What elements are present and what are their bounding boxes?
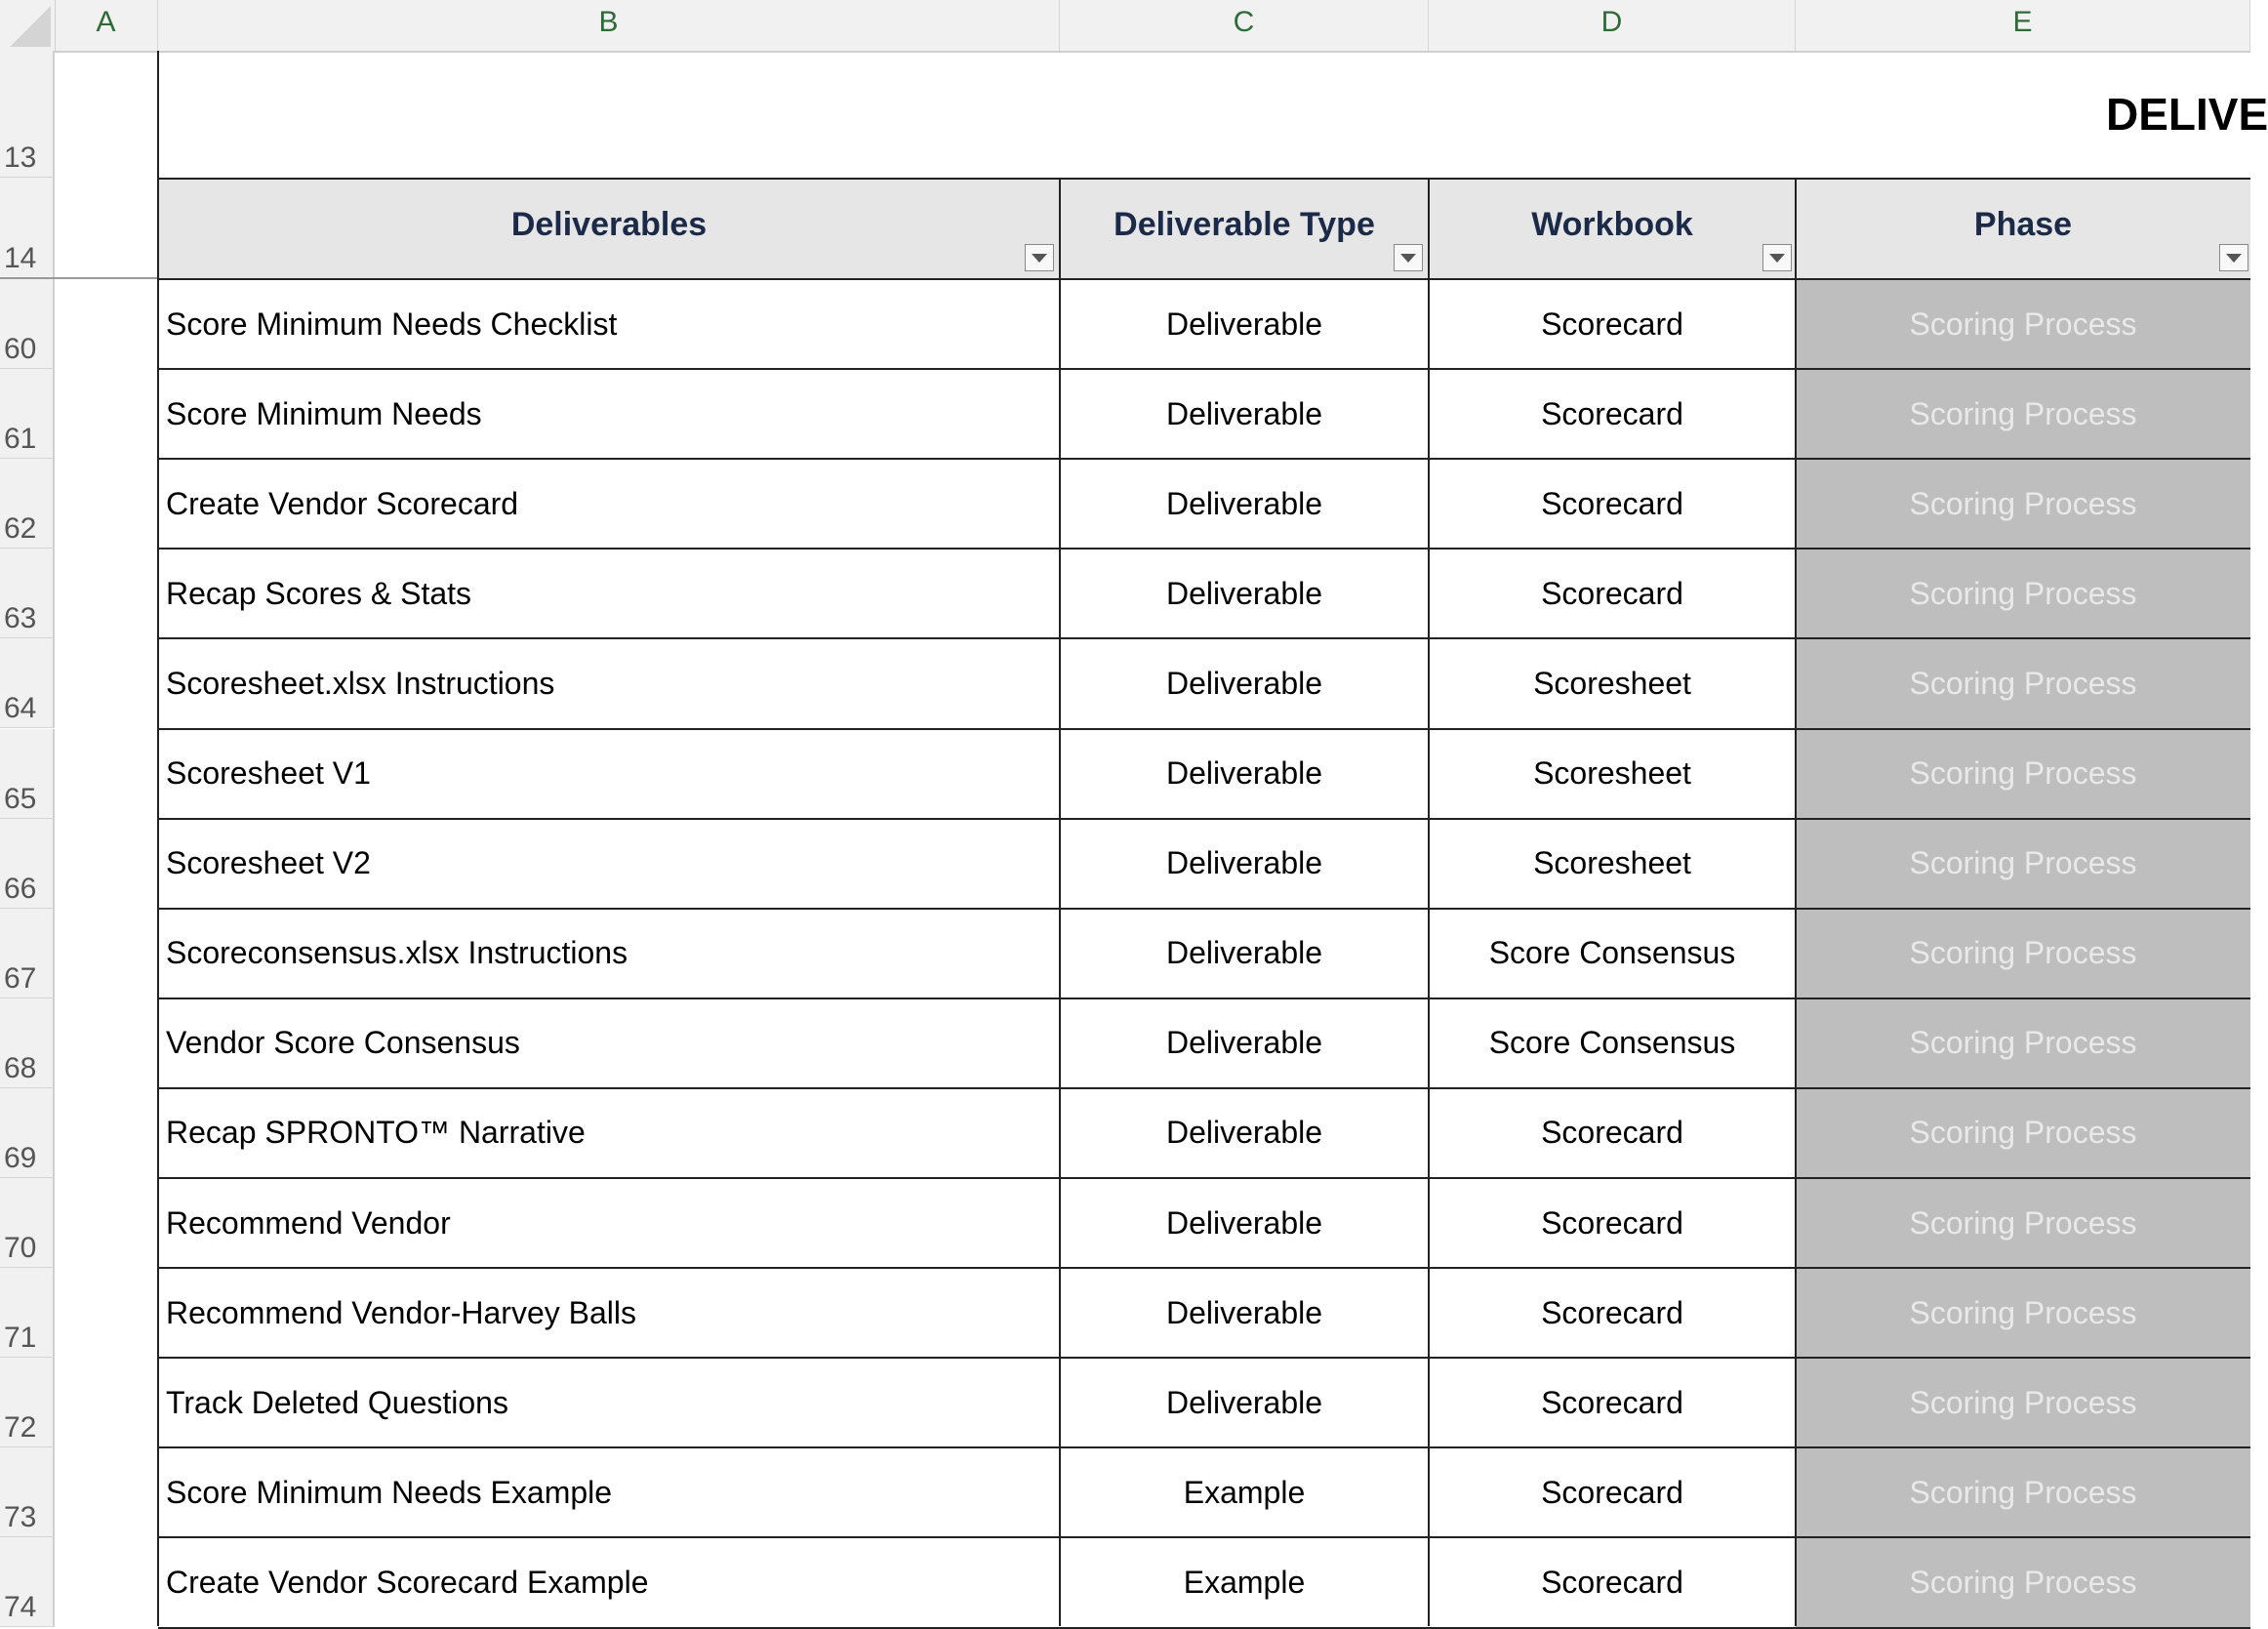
cell-workbook[interactable] — [1429, 909, 1796, 998]
cell-deliverable-text: Scoresheet V1 — [166, 755, 371, 792]
row-number: 62 — [4, 512, 37, 546]
row-header-69[interactable] — [0, 1088, 55, 1178]
cell-deliverable-type[interactable] — [1060, 459, 1429, 549]
cell-phase[interactable] — [1796, 1447, 2250, 1537]
cell-deliverable-text: Vendor Score Consensus — [166, 1025, 520, 1061]
grid-hline — [158, 1357, 2250, 1359]
row-header-63[interactable] — [0, 549, 55, 638]
grid-hline — [158, 1536, 2250, 1538]
cell-workbook[interactable] — [1429, 549, 1796, 638]
cell-deliverable-type-text: Deliverable — [1165, 305, 1323, 342]
cell-workbook-text: Scorecard — [1541, 485, 1683, 521]
grid-hline — [158, 1627, 2250, 1629]
cell-deliverable-type-text: Deliverable — [1165, 395, 1323, 431]
cell-deliverable-text: Score Minimum Needs Checklist — [166, 305, 618, 342]
cell-workbook[interactable] — [1429, 1088, 1796, 1178]
cell-workbook[interactable] — [1429, 1537, 1796, 1627]
cell-deliverable[interactable] — [158, 909, 1060, 998]
cell-deliverable-type-text: Deliverable — [1165, 1025, 1323, 1061]
column-header-e[interactable]: E — [1796, 0, 2250, 51]
column-header-c[interactable]: C — [1060, 0, 1429, 51]
cell-deliverable-text: Recap Scores & Stats — [166, 575, 472, 611]
header-deliverable-type — [1060, 178, 1429, 278]
cell-phase[interactable] — [1796, 1178, 2250, 1268]
cell-deliverable-type[interactable] — [1060, 909, 1429, 998]
cell-phase[interactable] — [1796, 279, 2250, 369]
cell-deliverable-type[interactable] — [1060, 819, 1429, 909]
cell-workbook-text: Scorecard — [1541, 1564, 1683, 1600]
cell-phase-text: Scoring Process — [1909, 395, 2137, 431]
cell-deliverable[interactable] — [158, 369, 1060, 459]
cell-deliverable-type[interactable] — [1060, 1268, 1429, 1358]
cell-phase[interactable] — [1796, 998, 2250, 1088]
cell-deliverable-type[interactable] — [1060, 549, 1429, 638]
grid-vline — [1795, 178, 1797, 1626]
cell-workbook-text: Scorecard — [1541, 1204, 1683, 1241]
row-header-65[interactable] — [0, 729, 55, 819]
grid-hline — [158, 998, 2250, 999]
header-deliverables — [158, 178, 1060, 278]
cell-workbook-text: Scoresheet — [1533, 845, 1691, 881]
grid-hline — [158, 178, 2250, 180]
cell-phase-text: Scoring Process — [1909, 755, 2137, 792]
row-header-73[interactable] — [0, 1447, 55, 1537]
cell-deliverable-type-text: Deliverable — [1165, 1204, 1323, 1241]
cell-deliverable-type-text: Deliverable — [1165, 575, 1323, 611]
cell-phase[interactable] — [1796, 909, 2250, 998]
grid-hline — [158, 1267, 2250, 1269]
cell-deliverable-type-text: Deliverable — [1165, 1384, 1323, 1420]
cell-phase-text: Scoring Process — [1909, 575, 2137, 611]
row-header-68[interactable] — [0, 998, 55, 1088]
cell-workbook[interactable] — [1429, 459, 1796, 549]
row-number: 72 — [4, 1411, 37, 1445]
cell-workbook[interactable] — [1429, 369, 1796, 459]
cell-phase-text: Scoring Process — [1909, 305, 2137, 342]
cell-deliverable-type[interactable] — [1060, 638, 1429, 728]
cell-workbook[interactable] — [1429, 1447, 1796, 1537]
filter-dropdown-deliverables-icon[interactable] — [1025, 244, 1054, 271]
cell-phase[interactable] — [1796, 459, 2250, 549]
row-number: 63 — [4, 602, 37, 635]
cell-workbook[interactable] — [1429, 638, 1796, 728]
cell-deliverable[interactable] — [158, 1537, 1060, 1627]
select-all-corner[interactable] — [0, 0, 56, 51]
cell-deliverable[interactable] — [158, 1268, 1060, 1358]
cell-phase[interactable] — [1796, 819, 2250, 909]
grid-hline — [158, 458, 2250, 460]
filter-dropdown-workbook-icon[interactable] — [1762, 244, 1792, 271]
row-header-74[interactable] — [0, 1537, 55, 1627]
grid-hline — [158, 818, 2250, 820]
cell-phase-text: Scoring Process — [1909, 1025, 2137, 1061]
cell-workbook-text: Score Consensus — [1488, 1025, 1736, 1061]
row-header-61[interactable] — [0, 369, 55, 459]
cell-deliverable-type[interactable] — [1060, 1447, 1429, 1537]
cell-phase-text: Scoring Process — [1909, 1474, 2137, 1510]
row-number: 74 — [4, 1591, 37, 1624]
header-deliverable-type-label: Deliverable Type — [1114, 206, 1375, 243]
cell-phase[interactable] — [1796, 369, 2250, 459]
cell-deliverable-text: Scoresheet.xlsx Instructions — [166, 665, 555, 701]
row-number: 13 — [4, 142, 37, 174]
cell-workbook[interactable] — [1429, 1178, 1796, 1268]
grid-vline — [157, 51, 159, 1626]
row-header-66[interactable] — [0, 819, 55, 909]
column-header-a[interactable]: A — [55, 0, 158, 51]
header-workbook — [1429, 178, 1796, 278]
cell-deliverable[interactable] — [158, 1447, 1060, 1537]
row-number: 65 — [4, 782, 37, 815]
cell-phase[interactable] — [1796, 1537, 2250, 1627]
grid-hline — [158, 278, 2250, 280]
row-number: 14 — [4, 242, 37, 274]
grid-hline — [158, 908, 2250, 910]
cell-deliverable-type-text: Example — [1183, 1474, 1306, 1510]
cell-deliverable[interactable] — [158, 459, 1060, 549]
cell-phase[interactable] — [1796, 1088, 2250, 1178]
row-header-60[interactable] — [0, 279, 55, 369]
cell-phase-text: Scoring Process — [1909, 845, 2137, 881]
cell-workbook[interactable] — [1429, 1268, 1796, 1358]
row-header-13[interactable] — [0, 51, 55, 178]
grid-hline — [158, 1177, 2250, 1179]
cell-deliverable-type[interactable] — [1060, 1358, 1429, 1447]
row-number: 68 — [4, 1051, 37, 1084]
row-header-72[interactable] — [0, 1358, 55, 1447]
cell-deliverable-text: Create Vendor Scorecard Example — [166, 1564, 649, 1600]
row-header-64[interactable] — [0, 638, 55, 728]
cell-workbook-text: Scorecard — [1541, 1384, 1683, 1420]
row-number: 67 — [4, 961, 37, 995]
grid-hline — [158, 728, 2250, 730]
cell-deliverable-text: Create Vendor Scorecard — [166, 485, 519, 521]
select-all-triangle-icon — [10, 6, 51, 47]
cell-deliverable-type-text: Deliverable — [1165, 1294, 1323, 1330]
header-workbook-label: Workbook — [1531, 206, 1693, 243]
cell-deliverable-text: Recommend Vendor-Harvey Balls — [166, 1294, 636, 1330]
cell-workbook-text: Scorecard — [1541, 395, 1683, 431]
cell-deliverable-type-text: Deliverable — [1165, 845, 1323, 881]
cell-deliverable-text: Recommend Vendor — [166, 1204, 451, 1241]
cell-deliverable-type-text: Deliverable — [1165, 485, 1323, 521]
cell-workbook-text: Scorecard — [1541, 305, 1683, 342]
header-phase-label: Phase — [1973, 206, 2073, 243]
cell-deliverable[interactable] — [158, 819, 1060, 909]
cell-phase[interactable] — [1796, 1358, 2250, 1447]
cell-workbook[interactable] — [1429, 819, 1796, 909]
cell-workbook-text: Scorecard — [1541, 575, 1683, 611]
cell-deliverable-type[interactable] — [1060, 1178, 1429, 1268]
column-header-bar — [0, 0, 2250, 53]
cell-deliverable[interactable] — [158, 998, 1060, 1088]
grid-hline — [158, 548, 2250, 550]
cell-phase-text: Scoring Process — [1909, 485, 2137, 521]
grid-hline — [158, 1087, 2250, 1089]
cell-deliverable-type[interactable] — [1060, 729, 1429, 819]
column-header-b[interactable]: B — [158, 0, 1060, 51]
cell-workbook[interactable] — [1429, 729, 1796, 819]
cell-phase-text: Scoring Process — [1909, 1115, 2137, 1151]
cell-deliverable-type[interactable] — [1060, 1537, 1429, 1627]
row-number: 69 — [4, 1141, 37, 1174]
header-phase — [1796, 178, 2250, 278]
cell-deliverable-type[interactable] — [1060, 998, 1429, 1088]
cell-deliverable-text: Scoreconsensus.xlsx Instructions — [166, 935, 628, 971]
row-number: 66 — [4, 872, 37, 905]
cell-workbook[interactable] — [1429, 998, 1796, 1088]
cell-deliverable-type-text: Deliverable — [1165, 935, 1323, 971]
filter-dropdown-type-icon[interactable] — [1394, 244, 1423, 271]
filter-dropdown-phase-icon[interactable] — [2219, 244, 2248, 271]
grid-vline — [1428, 178, 1430, 1626]
cell-deliverable-type-text: Deliverable — [1165, 755, 1323, 792]
cell-deliverable-text: Score Minimum Needs — [166, 395, 482, 431]
cell-deliverable-type-text: Deliverable — [1165, 1115, 1323, 1151]
row-number: 71 — [4, 1322, 37, 1355]
cell-workbook[interactable] — [1429, 279, 1796, 369]
cell-workbook-text: Scoresheet — [1533, 665, 1691, 701]
cell-phase[interactable] — [1796, 638, 2250, 728]
cell-workbook-text: Scoresheet — [1533, 755, 1691, 792]
grid-hline — [158, 368, 2250, 370]
cell-deliverable[interactable] — [158, 279, 1060, 369]
sheet-title: DELIVE — [2106, 89, 2268, 140]
row-header-71[interactable] — [0, 1268, 55, 1358]
grid-hline — [158, 1446, 2250, 1448]
cell-deliverable-type[interactable] — [1060, 369, 1429, 459]
cell-deliverable-type-text: Example — [1183, 1564, 1306, 1600]
cell-phase-text: Scoring Process — [1909, 935, 2137, 971]
cell-deliverable[interactable] — [158, 1358, 1060, 1447]
grid-hline — [158, 637, 2250, 639]
cell-deliverable[interactable] — [158, 1178, 1060, 1268]
row-header-67[interactable] — [0, 909, 55, 998]
cell-phase-text: Scoring Process — [1909, 1294, 2137, 1330]
cell-phase-text: Scoring Process — [1909, 1204, 2137, 1241]
cell-workbook-text: Score Consensus — [1488, 935, 1736, 971]
cell-deliverable[interactable] — [158, 549, 1060, 638]
header-deliverables-label: Deliverables — [510, 206, 708, 243]
cell-phase-text: Scoring Process — [1909, 1384, 2137, 1420]
cell-deliverable-text: Score Minimum Needs Example — [166, 1474, 613, 1510]
cell-workbook-text: Scorecard — [1541, 1115, 1683, 1151]
cell-deliverable[interactable] — [158, 729, 1060, 819]
cell-deliverable-type[interactable] — [1060, 1088, 1429, 1178]
cell-deliverable-type-text: Deliverable — [1165, 665, 1323, 701]
row-number: 64 — [4, 692, 37, 725]
row-header-62[interactable] — [0, 459, 55, 549]
cell-phase-text: Scoring Process — [1909, 665, 2137, 701]
row-header-14[interactable] — [0, 178, 55, 278]
row-number: 73 — [4, 1501, 37, 1534]
column-header-d[interactable]: D — [1429, 0, 1796, 51]
cell-deliverable-text: Recap SPRONTO™ Narrative — [166, 1115, 586, 1151]
row-number: 70 — [4, 1232, 37, 1265]
grid-vline — [1059, 178, 1061, 1626]
cell-phase[interactable] — [1796, 729, 2250, 819]
cell-phase-text: Scoring Process — [1909, 1564, 2137, 1600]
cell-phase[interactable] — [1796, 549, 2250, 638]
cell-workbook-text: Scorecard — [1541, 1474, 1683, 1510]
row-header-70[interactable] — [0, 1178, 55, 1268]
cell-deliverable[interactable] — [158, 638, 1060, 728]
row-number: 60 — [4, 333, 37, 366]
cell-workbook[interactable] — [1429, 1358, 1796, 1447]
cell-phase[interactable] — [1796, 1268, 2250, 1358]
cell-deliverable-text: Scoresheet V2 — [166, 845, 371, 881]
row-number: 61 — [4, 423, 37, 456]
cell-deliverable[interactable] — [158, 1088, 1060, 1178]
cell-workbook-text: Scorecard — [1541, 1294, 1683, 1330]
cell-deliverable-text: Track Deleted Questions — [166, 1384, 508, 1420]
cell-deliverable-type[interactable] — [1060, 279, 1429, 369]
